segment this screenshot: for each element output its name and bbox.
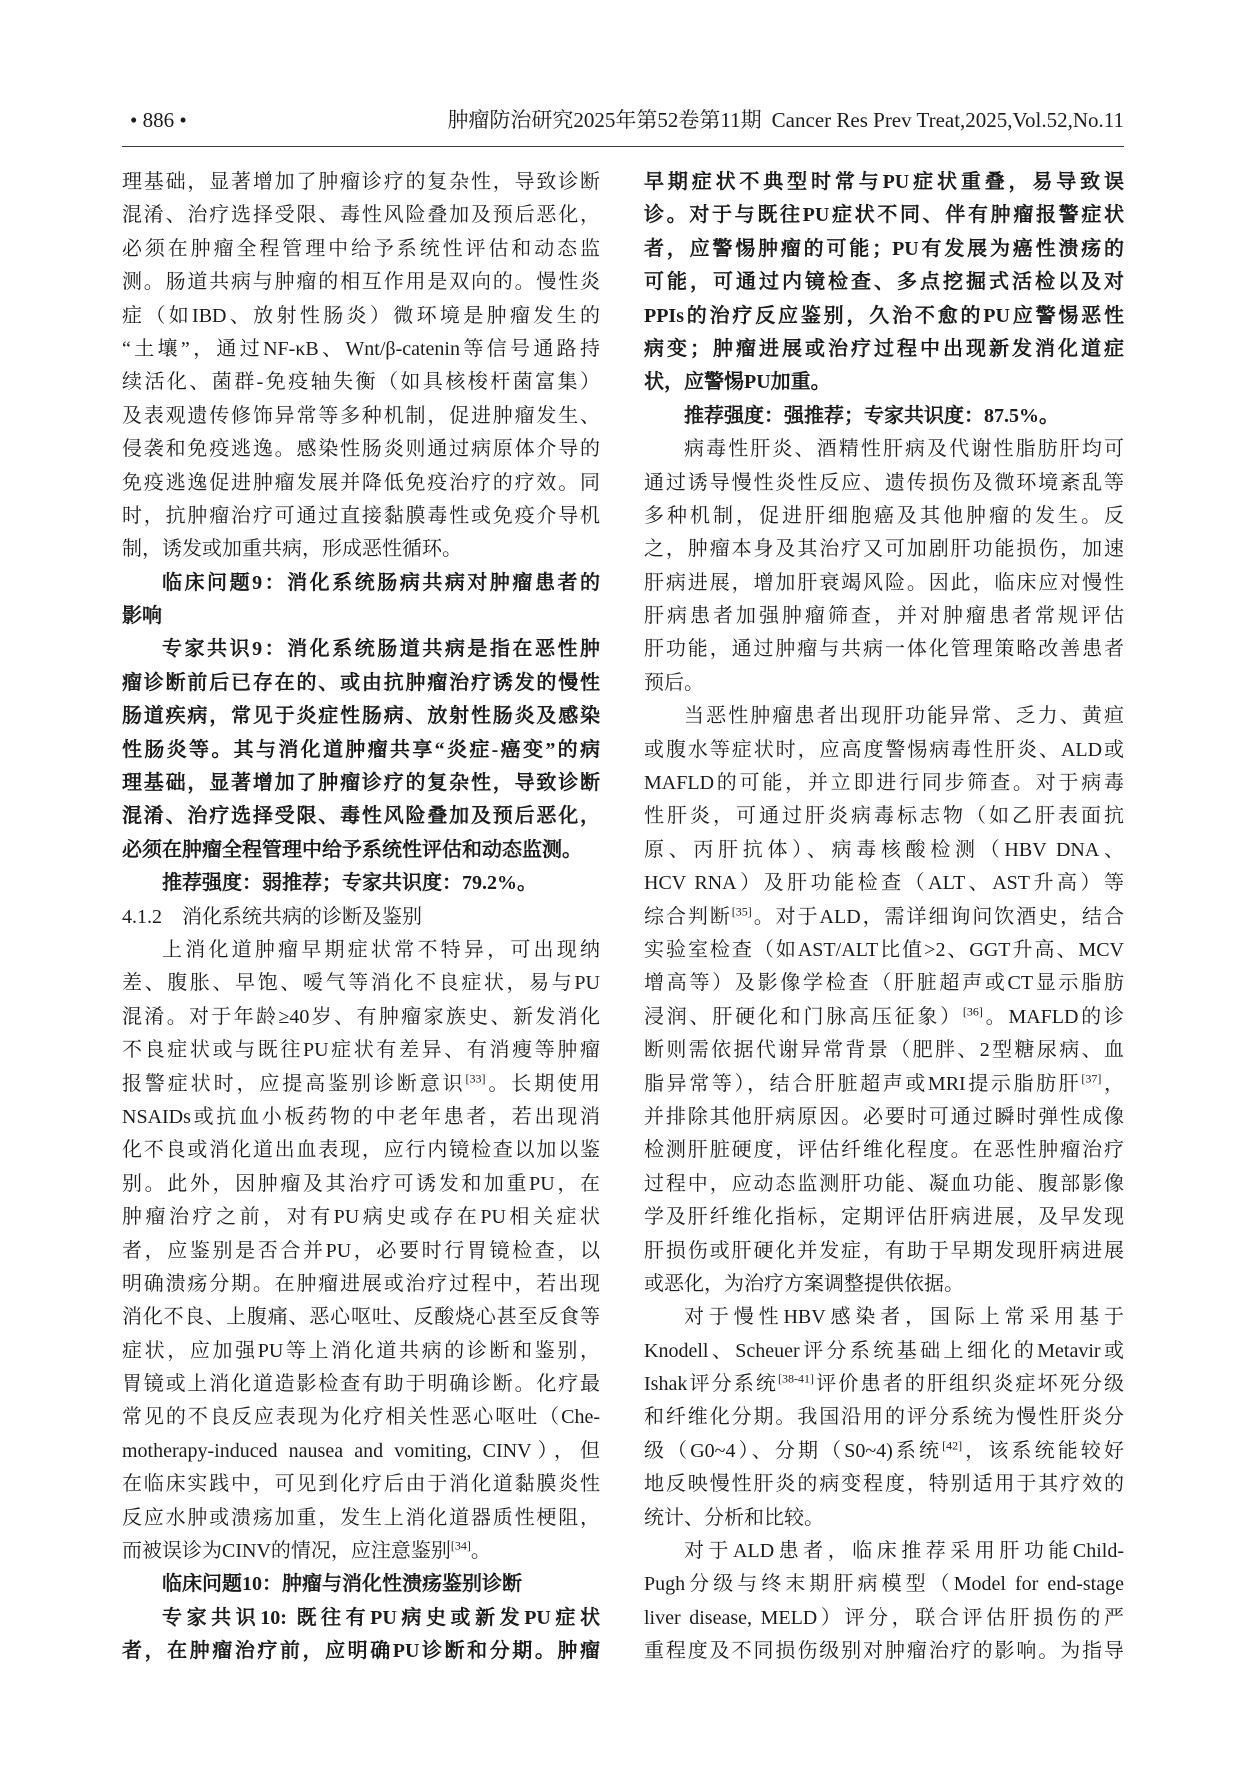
- text-line: [644, 1435, 1124, 1468]
- journal-title-en: Cancer Res Prev Treat,2025,Vol.52,No.11: [771, 108, 1124, 132]
- text-line: 者，在肿瘤治疗前，应明确PU诊断和分期。肿瘤: [122, 1640, 600, 1663]
- bold-paragraph: [122, 567, 600, 634]
- bold-paragraph: [122, 1602, 600, 1669]
- text-line: liver disease, MELD）评分，联合评估肝损伤的严: [644, 1606, 1124, 1629]
- text-segment: 。MAFLD的诊: [982, 1005, 1125, 1028]
- bold-paragraph: [644, 166, 1124, 400]
- text-line: 和纤维化分期。我国沿用的评分系统为慢性肝炎分: [644, 1406, 1124, 1429]
- bold-paragraph: [122, 867, 600, 900]
- text-line: [644, 901, 1124, 934]
- text-line: 混淆、治疗选择受限、毒性风险叠加及预后恶化，: [122, 805, 600, 828]
- text-line: 影响: [122, 605, 162, 628]
- text-line: 病毒性肝炎、酒精性肝病及代谢性脂肪肝均可: [684, 438, 1124, 461]
- bold-paragraph: [122, 1568, 600, 1601]
- bold-paragraph: [644, 400, 1124, 433]
- text-line: PPIs的治疗反应鉴别，久治不愈的PU应警惕恶性: [644, 304, 1124, 327]
- paragraph: [122, 934, 600, 1568]
- text-line: 差、腹胀、早饱、嗳气等消化不良症状，易与PU: [122, 972, 600, 995]
- text-line: 4.1.2 消化系统共病的诊断及鉴别: [122, 905, 422, 928]
- text-line: Pugh分级与终末期肝病模型（Model for end-stage: [644, 1573, 1124, 1596]
- text-line: motherapy-induced nausea and vomiting, CINV），但: [122, 1439, 600, 1462]
- text-line: 别。此外，因肿瘤及其治疗可诱发和加重PU，在: [122, 1172, 600, 1195]
- text-line: 增高等）及影像学检查（肝脏超声或CT显示脂肪: [644, 972, 1124, 995]
- text-line: 及表观遗传修饰异常等多种机制，促进肿瘤发生、: [122, 404, 600, 427]
- text-line: 对于ALD患者，临床推荐采用肝功能Child-: [684, 1540, 1124, 1563]
- text-segment: Ishak评分系统: [644, 1373, 779, 1396]
- text-line: 侵袭和免疫逃逸。感染性肠炎则通过病原体介导的: [122, 438, 600, 461]
- text-line: 临床问题9：消化系统肠病共病对肿瘤患者的: [162, 571, 600, 594]
- text-line: 必须在肿瘤全程管理中给予系统性评估和动态监: [122, 237, 600, 260]
- text-line: MAFLD的可能，并立即进行同步筛查。对于病毒: [644, 772, 1124, 795]
- reference-superscript: [42]: [942, 1438, 963, 1453]
- paragraph: [122, 166, 600, 567]
- journal-title-cn: 肿瘤防治研究2025年第52卷第11期: [447, 108, 762, 132]
- text-line: “土壤”，通过NF-κB、Wnt/β-catenin等信号通路持: [122, 337, 600, 360]
- text-line: [122, 1535, 600, 1568]
- text-line: 预后。: [644, 671, 704, 694]
- text-line: 过程中，应动态监测肝功能、凝血功能、腹部影像: [644, 1172, 1124, 1195]
- text-line: 必须在肿瘤全程管理中给予系统性评估和动态监测。: [122, 838, 582, 861]
- text-line: 专家共识9：消化系统肠道共病是指在恶性肿: [162, 638, 600, 661]
- text-segment: 。: [470, 1540, 491, 1563]
- text-line: 不良症状或与既往PU症状有差异、有消瘦等肿瘤: [122, 1039, 600, 1062]
- text-segment: 级（G0~4）、分期（S0~4)系统: [644, 1439, 943, 1462]
- text-line: HCV RNA）及肝功能检查（ALT、AST升高）等: [644, 872, 1124, 895]
- text-line: 学及肝纤维化指标，定期评估肝病进展，及早发现: [644, 1206, 1124, 1229]
- text-line: [644, 1001, 1124, 1034]
- text-line: 混淆。对于年龄≥40岁、有肿瘤家族史、新发消化: [122, 1005, 600, 1028]
- text-line: 性肝炎，可通过肝炎病毒标志物（如乙肝表面抗: [644, 805, 1124, 828]
- text-line: 原、丙肝抗体）、病毒核酸检测（HBV DNA、: [644, 838, 1124, 861]
- text-line: 重程度及不同损伤级别对肿瘤治疗的影响。为指导: [644, 1640, 1124, 1663]
- text-line: [122, 1068, 600, 1101]
- text-line: [644, 1368, 1124, 1401]
- paragraph: [644, 1535, 1124, 1669]
- text-line: 反应水肿或溃疡加重，发生上消化道器质性梗阻，: [122, 1506, 600, 1529]
- text-line: Knodell、Scheuer评分系统基础上细化的Metavir或: [644, 1339, 1124, 1362]
- header-rule: [122, 146, 1124, 147]
- reference-superscript: [34]: [450, 1538, 471, 1553]
- text-line: 实验室检查（如AST/ALT比值>2、GGT升高、MCV: [644, 938, 1124, 961]
- text-line: 症（如IBD、放射性肠炎）微环境是肿瘤发生的: [122, 304, 600, 327]
- text-line: 肝损伤或肝硬化并发症，有助于早期发现肝病进展: [644, 1239, 1124, 1262]
- text-line: 并排除其他肝病原因。必要时可通过瞬时弹性成像: [644, 1105, 1124, 1128]
- text-line: 肝病患者加强肿瘤筛查，并对肿瘤患者常规评估: [644, 605, 1124, 628]
- text-line: 肿瘤治疗之前，对有PU病史或存在PU相关症状: [122, 1206, 600, 1229]
- text-segment: ，: [1101, 1072, 1125, 1095]
- text-line: 者，应警惕肿瘤的可能；PU有发展为癌性溃疡的: [644, 237, 1124, 260]
- text-line: 或恶化，为治疗方案调整提供依据。: [644, 1272, 964, 1295]
- text-line: 续活化、菌群-免疫轴失衡（如具核梭杆菌富集）: [122, 371, 600, 394]
- text-line: 之，肿瘤本身及其治疗又可加剧肝功能损伤，加速: [644, 538, 1124, 561]
- paragraph: [644, 433, 1124, 700]
- text-segment: 综合判断: [644, 905, 732, 928]
- text-line: 肠道疾病，常见于炎症性肠病、放射性肠炎及感染: [122, 705, 600, 728]
- text-line: 时，抗肿瘤治疗可通过直接黏膜毒性或免疫介导机: [122, 504, 600, 527]
- text-segment: 脂异常等），结合肝脏超声或MRI提示脂肪肝: [644, 1072, 1082, 1095]
- text-line: 统计、分析和比较。: [644, 1506, 824, 1529]
- text-line: 检测肝脏硬度，评估纤维化程度。在恶性肿瘤治疗: [644, 1139, 1124, 1162]
- section-heading: [122, 901, 600, 934]
- paragraph: [644, 1301, 1124, 1535]
- text-segment: 报警症状时，应提高鉴别诊断意识: [122, 1072, 466, 1095]
- text-line: 理基础，显著增加了肿瘤诊疗的复杂性，导致诊断: [122, 772, 600, 795]
- text-line: 在临床实践中，可见到化疗后由于消化道黏膜炎性: [122, 1473, 600, 1496]
- reference-superscript: [33]: [465, 1070, 486, 1085]
- text-line: 或腹水等症状时，应高度警惕病毒性肝炎、ALD或: [644, 738, 1124, 761]
- text-segment: ，该系统能较好: [962, 1439, 1124, 1462]
- text-line: 消化不良、上腹痛、恶心呕吐、反酸烧心甚至反食等: [122, 1306, 600, 1329]
- text-line: 瘤诊断前后已存在的、或由抗肿瘤治疗诱发的慢性: [122, 671, 600, 694]
- left-text-column: [122, 166, 600, 1669]
- page-number: • 886 •: [130, 108, 187, 132]
- running-header: [122, 104, 1124, 136]
- text-line: NSAIDs或抗血小板药物的中老年患者，若出现消: [122, 1105, 600, 1128]
- text-segment: 浸润、肝硬化和门脉高压征象）: [644, 1005, 963, 1028]
- text-line: 多种机制，促进肝细胞癌及其他肿瘤的发生。反: [644, 504, 1124, 527]
- text-line: 专家共识10: 既往有PU病史或新发PU症状: [162, 1606, 600, 1629]
- reference-superscript: [37]: [1081, 1070, 1102, 1085]
- text-line: 测。肠道共病与肿瘤的相互作用是双向的。慢性炎: [122, 271, 600, 294]
- text-line: 免疫逃逸促进肿瘤发展并降低免疫治疗的疗效。同: [122, 471, 600, 494]
- text-segment: 。长期使用: [485, 1072, 601, 1095]
- text-line: [644, 1068, 1124, 1101]
- text-segment: 。对于ALD，需详细询问饮酒史，结合: [751, 905, 1124, 928]
- text-line: 断则需依据代谢异常背景（肥胖、2型糖尿病、血: [644, 1039, 1124, 1062]
- reference-superscript: [35]: [731, 903, 752, 918]
- reference-superscript: [36]: [962, 1004, 983, 1019]
- text-line: 通过诱导慢性炎性反应、遗传损伤及微环境紊乱等: [644, 471, 1124, 494]
- text-line: 状，应警惕PU加重。: [644, 371, 831, 394]
- text-line: 肝功能，通过肿瘤与共病一体化管理策略改善患者: [644, 638, 1124, 661]
- bold-paragraph: [122, 633, 600, 867]
- text-line: 肝病进展，增加肝衰竭风险。因此，临床应对慢性: [644, 571, 1124, 594]
- text-line: 明确溃疡分期。在肿瘤进展或治疗过程中，若出现: [122, 1272, 600, 1295]
- text-line: 推荐强度：强推荐；专家共识度：87.5%。: [684, 404, 1059, 427]
- text-line: 病变；肿瘤进展或治疗过程中出现新发消化道症: [644, 337, 1124, 360]
- text-line: 地反映慢性肝炎的病变程度，特别适用于其疗效的: [644, 1473, 1124, 1496]
- text-line: 临床问题10：肿瘤与消化性溃疡鉴别诊断: [162, 1573, 522, 1596]
- text-line: 诊。对于与既往PU症状不同、伴有肿瘤报警症状: [644, 204, 1124, 227]
- text-line: 化不良或消化道出血表现，应行内镜检查以加以鉴: [122, 1139, 600, 1162]
- text-line: 症状，应加强PU等上消化道共病的诊断和鉴别，: [122, 1339, 600, 1362]
- text-line: 对于慢性HBV感染者，国际上常采用基于: [684, 1306, 1124, 1329]
- text-line: 理基础，显著增加了肿瘤诊疗的复杂性，导致诊断: [122, 171, 600, 193]
- text-line: 早期症状不典型时常与PU症状重叠，易导致误: [644, 171, 1124, 193]
- text-line: 常见的不良反应表现为化疗相关性恶心呕吐（Che-: [122, 1406, 600, 1429]
- text-line: 上消化道肿瘤早期症状常不特异，可出现纳: [162, 938, 600, 961]
- text-line: 混淆、治疗选择受限、毒性风险叠加及预后恶化，: [122, 204, 600, 227]
- text-line: 者，应鉴别是否合并PU，必要时行胃镜检查，以: [122, 1239, 600, 1262]
- journal-citation: [447, 104, 1124, 136]
- text-line: 胃镜或上消化道造影检查有助于明确诊断。化疗最: [122, 1373, 600, 1396]
- text-line: 推荐强度：弱推荐；专家共识度：79.2%。: [162, 872, 537, 895]
- right-text-column: [644, 166, 1124, 1669]
- text-line: 可能，可通过内镜检查、多点挖掘式活检以及对: [644, 271, 1124, 294]
- text-segment: 评价患者的肝组织炎症坏死分级: [814, 1373, 1124, 1396]
- text-line: 制，诱发或加重共病，形成恶性循环。: [122, 538, 462, 561]
- reference-superscript: [38-41]: [778, 1371, 815, 1386]
- text-segment: 而被误诊为CINV的情况，应注意鉴别: [122, 1540, 451, 1563]
- text-line: 当恶性肿瘤患者出现肝功能异常、乏力、黄疸: [684, 705, 1124, 728]
- text-line: 性肠炎等。其与消化道肿瘤共享“炎症-癌变”的病: [122, 738, 600, 761]
- paragraph: [644, 700, 1124, 1301]
